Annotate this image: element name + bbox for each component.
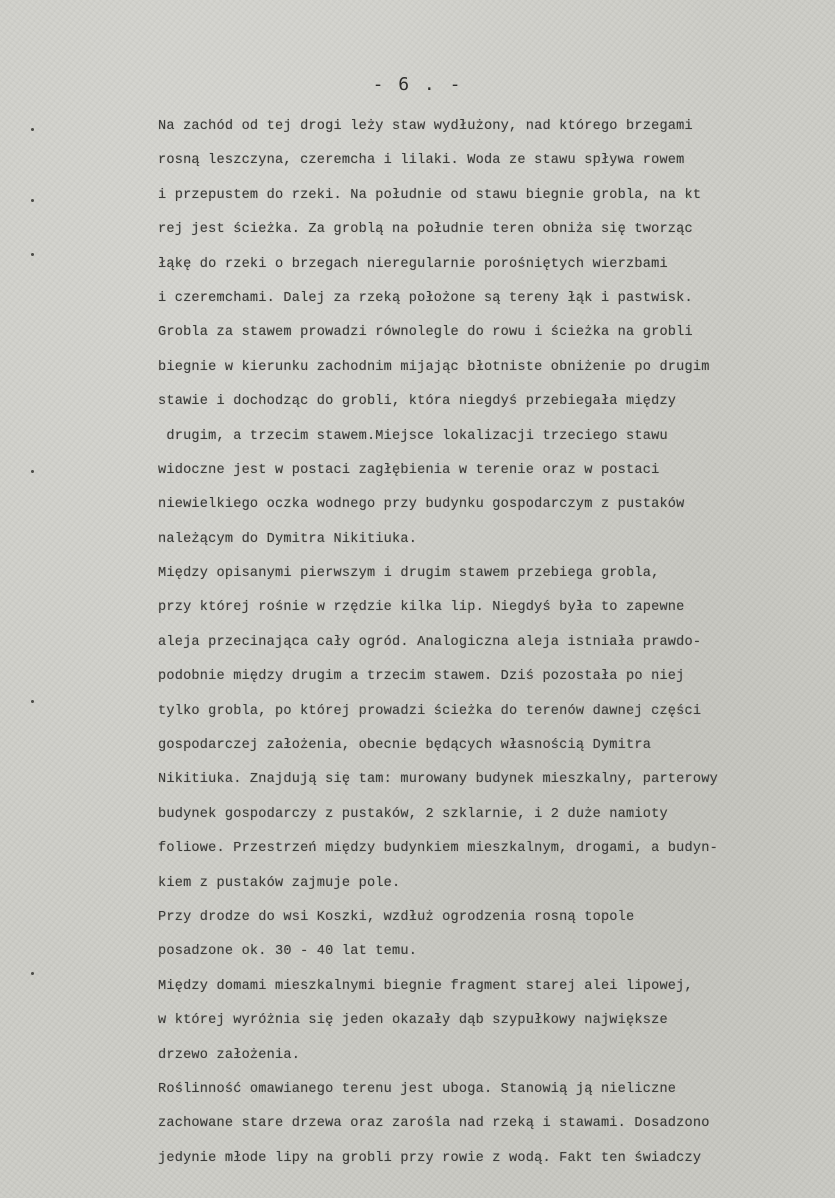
margin-mark	[31, 199, 34, 202]
text-line: drzewo założenia.	[158, 1047, 301, 1063]
text-line: Grobla za stawem prowadzi równolegle do rowu i ścieżka na grobli	[158, 325, 693, 341]
text-line: rosną leszczyna, czeremcha i lilaki. Woda ze stawu spływa rowem	[158, 153, 685, 169]
text-line: posadzone ok. 30 - 40 lat temu.	[158, 944, 418, 960]
page-number: - 6 . -	[372, 74, 463, 95]
margin-mark	[31, 128, 34, 131]
margin-mark	[31, 700, 34, 703]
text-line: Na zachód od tej drogi leży staw wydłużony, nad którego brzegami	[158, 119, 693, 134]
text-line: biegnie w kierunku zachodnim mijając błotniste obniżenie po drugim	[158, 359, 710, 375]
text-line: zachowane stare drzewa oraz zarośla nad rzeką i stawami. Dosadzono	[158, 1116, 710, 1132]
typewritten-text	[158, 110, 830, 1176]
margin-mark	[31, 253, 34, 256]
text-line: Między opisanymi pierwszym i drugim stawem przebiega grobla,	[158, 566, 660, 582]
text-line: drugim, a trzecim stawem.Miejsce lokalizacji trzeciego stawu	[158, 428, 668, 444]
text-line: jedynie młode lipy na grobli przy rowie z wodą. Fakt ten świadczy	[158, 1150, 702, 1166]
text-line: aleja przecinająca cały ogród. Analogiczna aleja istniała prawdo-	[158, 634, 702, 650]
margin-mark	[31, 470, 34, 473]
text-line: w której wyróżnia się jeden okazały dąb szypułkowy największe	[158, 1013, 668, 1029]
text-line: foliowe. Przestrzeń między budynkiem mieszkalnym, drogami, a budyn-	[158, 841, 718, 857]
text-line: należącym do Dymitra Nikitiuka.	[158, 531, 418, 547]
text-line: Roślinność omawianego terenu jest uboga. Stanowią ją nieliczne	[158, 1081, 677, 1097]
text-line: i czeremchami. Dalej za rzeką położone są tereny łąk i pastwisk.	[158, 290, 693, 306]
text-line: przy której rośnie w rzędzie kilka lip. Niegdyś była to zapewne	[158, 600, 685, 616]
text-line: rej jest ścieżka. Za groblą na południe teren obniża się tworząc	[158, 222, 693, 238]
text-line: kiem z pustaków zajmuje pole.	[158, 875, 401, 891]
text-line: tylko grobla, po której prowadzi ścieżka do terenów dawnej części	[158, 703, 702, 719]
text-line: gospodarczej założenia, obecnie będących własnością Dymitra	[158, 738, 652, 754]
margin-mark	[31, 972, 34, 975]
text-line: budynek gospodarczy z pustaków, 2 szklarnie, i 2 duże namioty	[158, 806, 668, 822]
text-line: Między domami mieszkalnymi biegnie fragment starej alei lipowej,	[158, 978, 693, 994]
text-line: widoczne jest w postaci zagłębienia w terenie oraz w postaci	[158, 462, 660, 478]
text-line: podobnie między drugim a trzecim stawem. Dziś pozostała po niej	[158, 669, 685, 685]
text-line: Nikitiuka. Znajdują się tam: murowany budynek mieszkalny, parterowy	[158, 772, 718, 788]
text-line: Przy drodze do wsi Koszki, wzdłuż ogrodzenia rosną topole	[158, 909, 635, 925]
text-line: i przepustem do rzeki. Na południe od stawu biegnie grobla, na kt	[158, 187, 702, 203]
text-line: łąkę do rzeki o brzegach nieregularnie porośniętych wierzbami	[158, 256, 668, 272]
text-line: niewielkiego oczka wodnego przy budynku gospodarczym z pustaków	[158, 497, 685, 513]
text-line: stawie i dochodząc do grobli, która niegdyś przebiegała między	[158, 394, 677, 410]
